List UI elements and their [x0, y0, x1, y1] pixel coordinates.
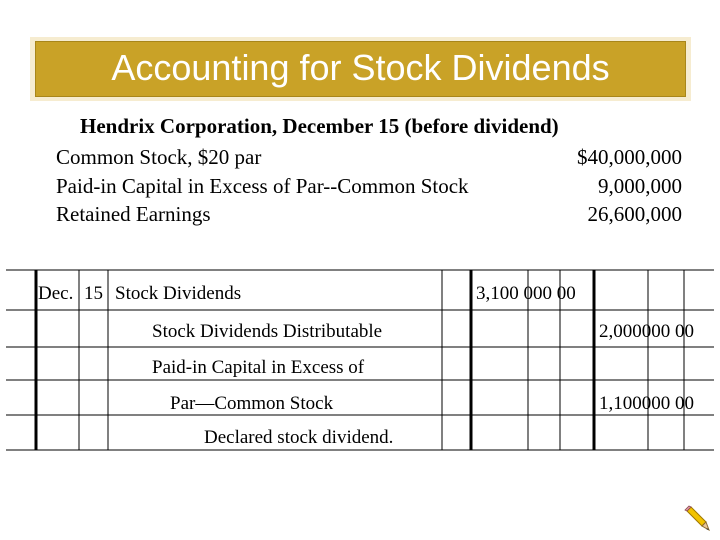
- balance-amount: $40,000,000: [577, 145, 682, 169]
- journal-account: Stock Dividends Distributable: [152, 321, 383, 342]
- slide-title: Accounting for Stock Dividends: [111, 47, 610, 88]
- balance-label: Common Stock, $20 par: [56, 145, 262, 169]
- journal-debit: 3,100 000 00: [476, 283, 576, 304]
- balance-amount: 9,000,000: [598, 174, 682, 198]
- journal-account: Par—Common Stock: [170, 393, 334, 414]
- balance-label: Retained Earnings: [56, 202, 211, 226]
- journal-day: 15: [84, 283, 103, 304]
- balance-label: Paid-in Capital in Excess of Par--Common Stock: [56, 174, 469, 198]
- company-heading: Hendrix Corporation, December 15 (before dividend): [80, 114, 559, 138]
- journal-month: Dec.: [38, 283, 74, 304]
- journal-account: Paid-in Capital in Excess of: [152, 357, 365, 378]
- pencil-icon: [684, 505, 710, 531]
- balance-amount: 26,600,000: [587, 202, 682, 226]
- journal-credit: 2,000000 00: [599, 321, 694, 342]
- journal-explanation: Declared stock dividend.: [204, 427, 394, 448]
- journal-credit: 1,100000 00: [599, 393, 694, 414]
- journal-account: Stock Dividends: [115, 283, 242, 304]
